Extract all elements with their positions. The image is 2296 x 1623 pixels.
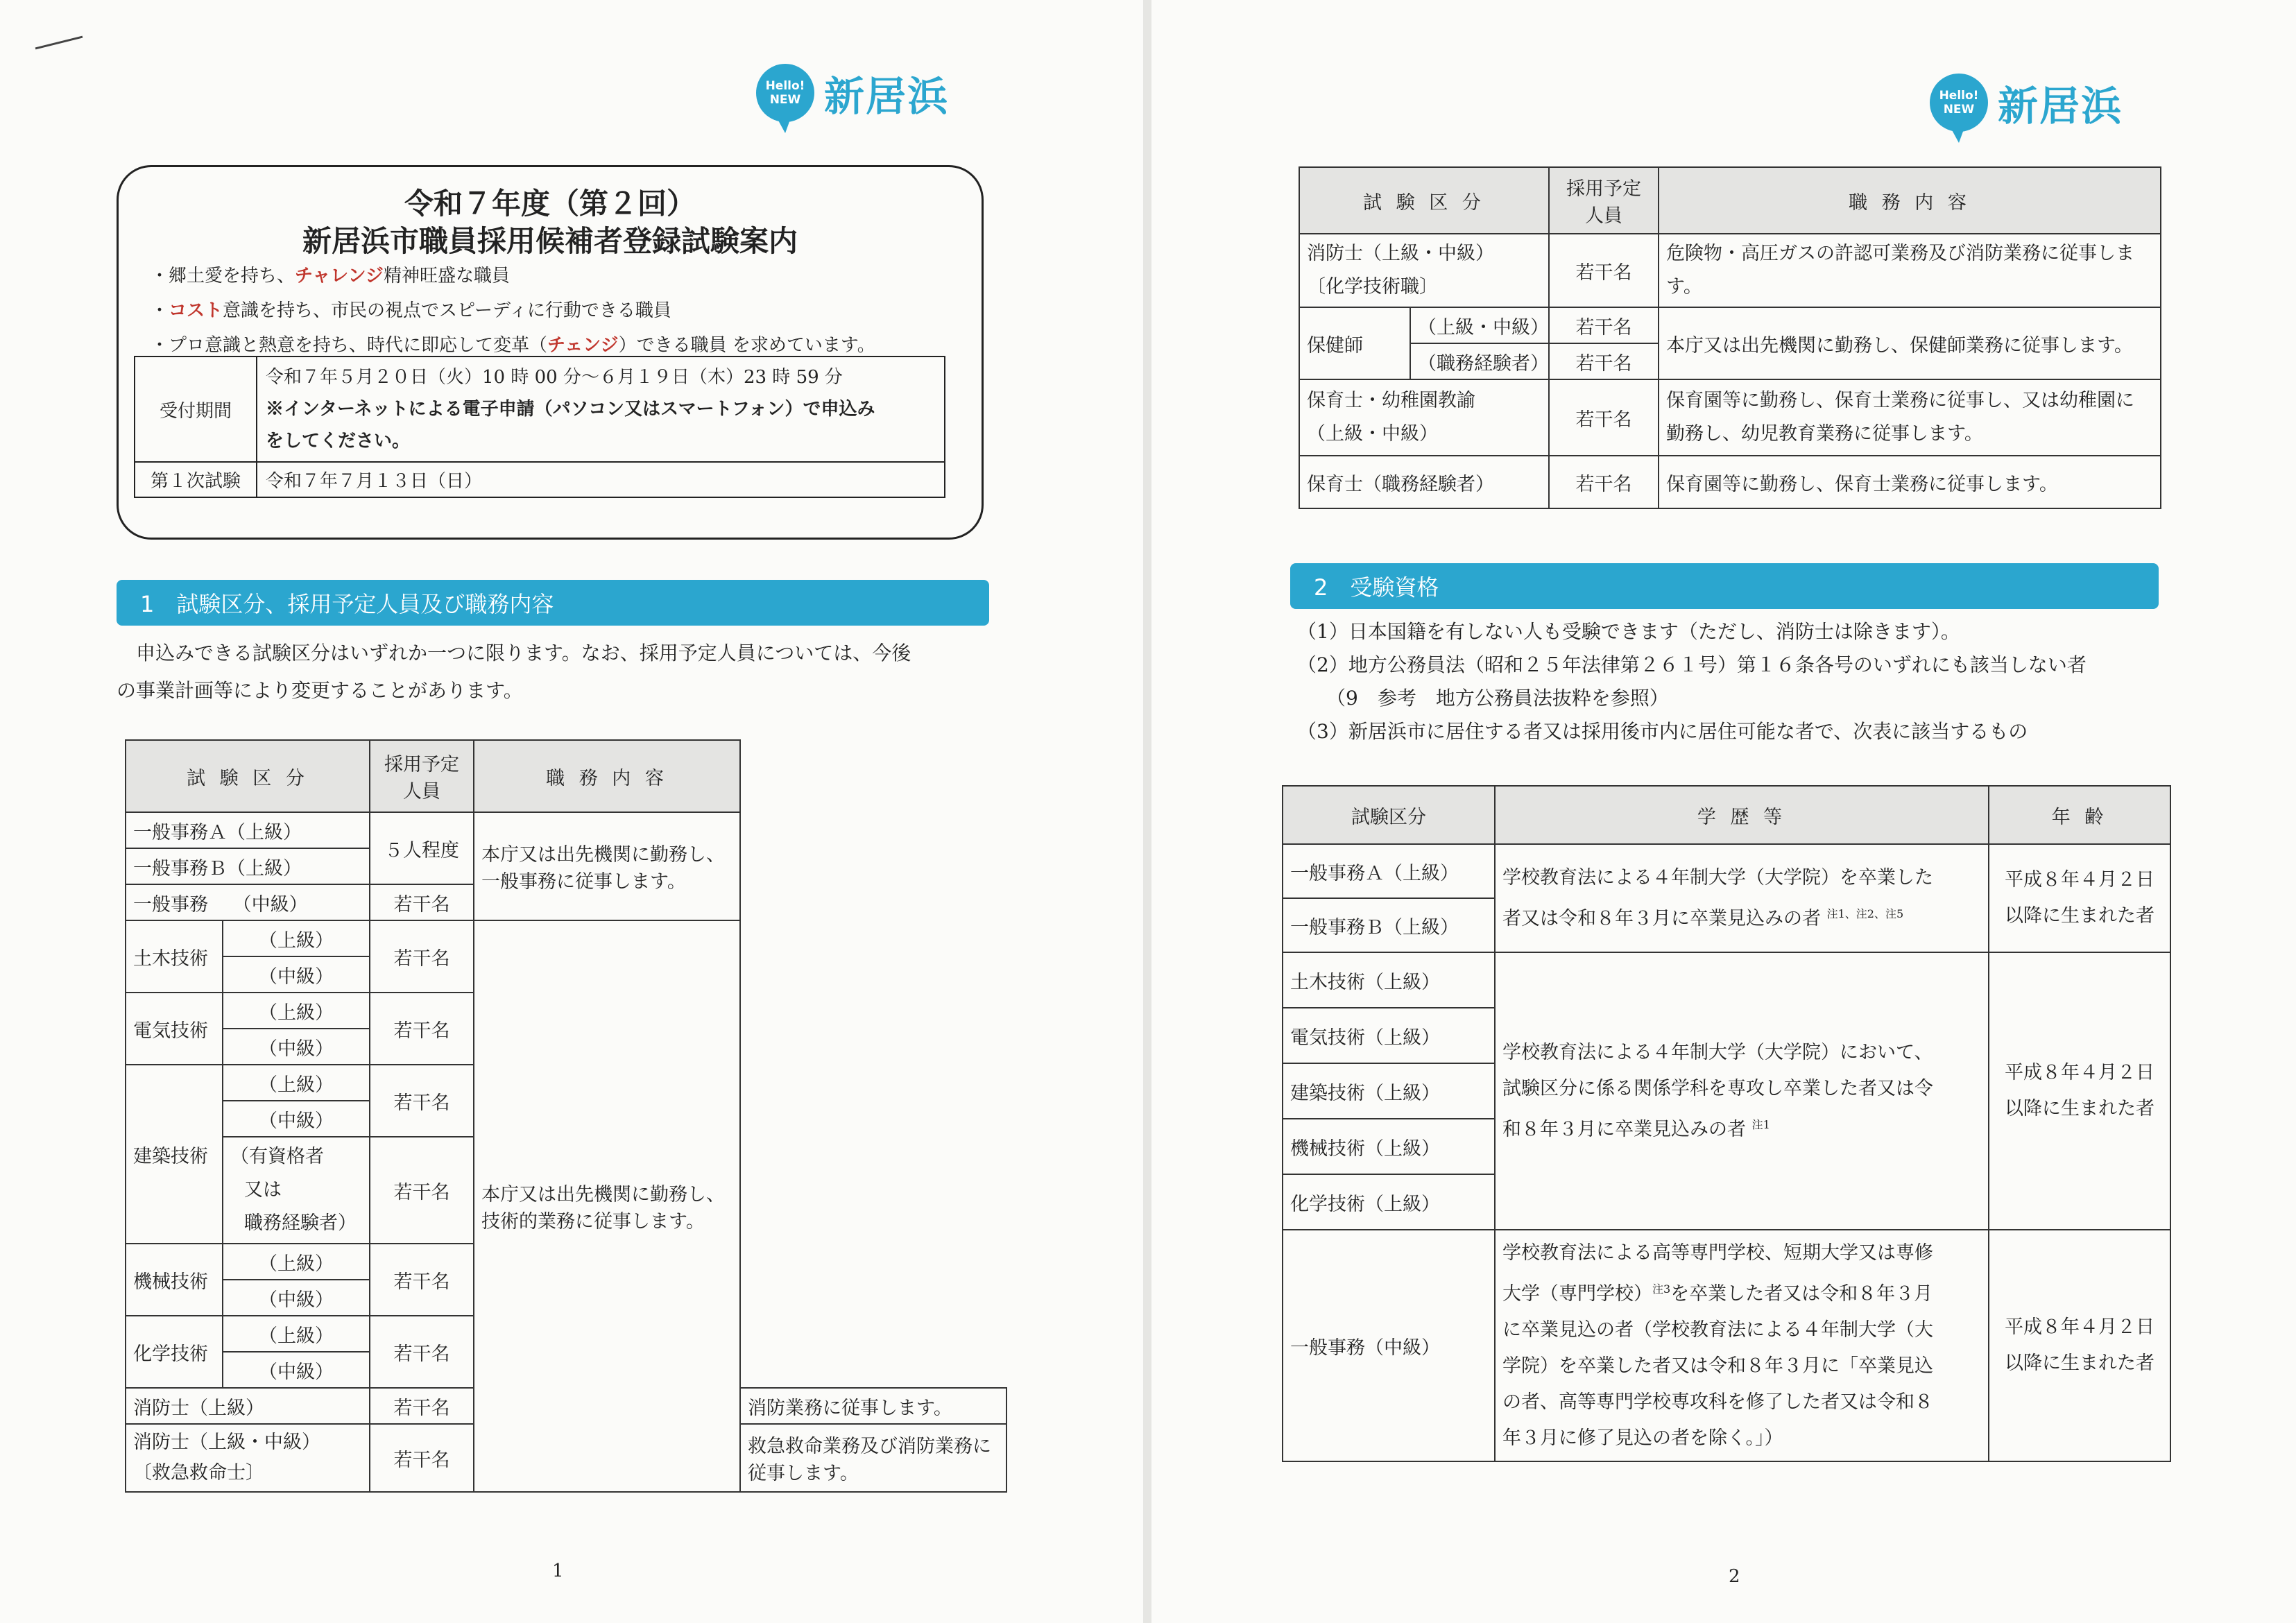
table-row: 土木技術 （上級） 若干名 本庁又は出先機関に勤務し、技術的業務に従事します。 [126,920,1006,956]
th-category: 試 験 区 分 [126,740,370,812]
table-row: 消防士（上級・中級） 〔救急救命士〕 若干名 救急救命業務及び消防業務に従事します。 [126,1424,1006,1492]
th-education: 学 歴 等 [1495,786,1989,844]
page-number-left: 1 [552,1561,564,1581]
section-1-para-line1: 申込みできる試験区分はいずれか一つに限ります。なお、採用予定人員については、今後 [136,642,911,664]
logo-name: 新居浜 [824,73,950,120]
reception-period: 令和７年５月２０日（火）10 時 00 分～６月１９日（木）23 時 59 分 ※インターネットによる電子申請（パソコン又はスマートフォン）で申込み をしてください。 [257,357,945,462]
table-row: （有資格者 又は 職務経験者） 若干名 [126,1137,1006,1244]
hello-new-bubble-icon: Hello! NEW [1930,74,1988,132]
reception-label: 受付期間 [135,357,257,462]
table-row: 保育士（職務経験者） 若干名 保育園等に勤務し、保育士業務に従事します。 [1299,456,2161,508]
th-age: 年 齢 [1989,786,2170,844]
table-row: 電気技術 （上級） 若干名 [126,993,1006,1029]
exam-label: 第１次試験 [135,462,257,497]
table-row: 土木技術（上級） 学校教育法による４年制大学（大学院）において、 試験区分に係る関係学科を専攻し卒業した者又は令 和８年３月に卒業見込みの者 $^{注1}$ 平成８年４月２日 以降に生まれた者 [1283,952,2170,1008]
notice-box [117,165,984,540]
section-1-heading: 1 試験区分、採用予定人員及び職務内容 [117,580,989,626]
page-1 [0,0,1145,1623]
section-1-para-line2: の事業計画等により変更することがあります。 [117,679,523,702]
eligibility-line4: （3）新居浜市に居住する者又は採用後市内に居住可能な者で、次表に該当するもの [1297,720,2028,743]
table-row: 一般事務Ｂ（上級） [1283,898,2170,952]
table-row: 保育士・幼稚園教諭 （上級・中級） 若干名 保育園等に勤務し、保育士業務に従事し、又は幼稚園に 勤務し、幼児教育業務に従事します。 [1299,379,2161,456]
table-row: 消防士（上級） 若干名 消防業務に従事します。 [126,1388,1006,1424]
table-row: 一般事務 （中級） 若干名 [126,884,1006,920]
positions-table: 試 験 区 分 採用予定 人員 職 務 内 容 一般事務Ａ（上級） ５人程度 本庁又は出先機関に勤務し、一般事務に従事します。 一般事務Ｂ（上級） 一般事務 （中級） 若干名 土木技術 （上級） 若干名 本庁又は出先機関に勤務し、技術的業務に従事します。 （中級） 電気技術 （上級） 若干名 （中級） 建築技術 （上級） 若干名 （中級） （有資格者 又は 職務経験者） 若干名 機械技術 （上級） 若干名 （中級） 化学技術 （上級） 若干名 （中級） 消防士（上級） 若干名 消防業務に従事します。 消防士（上級・中級） 〔救急救命士〕 若干名 救急救命業務及び消防業務に従事します。 [125,739,1007,1493]
schedule-table [134,356,945,498]
eligibility-line3: （9 参考 地方公務員法抜粋を参照） [1297,687,1669,710]
bullet-cost: ・コスト意識を持ち、市民の視点でスピーディに行動できる職員 [151,300,671,321]
section-2-heading: 2 受験資格 [1290,563,2159,609]
th-duty: 職 務 内 容 [1659,167,2161,234]
page-2 [1151,0,2296,1623]
table-row: 一般事務（中級） 学校教育法による高等専門学校、短期大学又は専修 大学（専門学校）$^{注3}$を卒業した者又は令和８年３月 に卒業見込の者（学校教育法による４年制大学（大 学院）を卒業した者又は令和８年３月に「卒業見込 の者、高等専門学校専攻科を修了した者又は令和８ 年３月に修了見込の者を除く。」） 平成８年４月２日 以降に生まれた者 [1283,1230,2170,1461]
table-row: 建築技術 （上級） 若干名 [126,1065,1006,1101]
table-row: 一般事務Ａ（上級） 学校教育法による４年制大学（大学院）を卒業した 者又は令和８年３月に卒業見込みの者 $^{注1、注2、注5}$ 平成８年４月２日 以降に生まれた者 [1283,844,2170,898]
city-logo [1930,74,2123,132]
page-number-right: 2 [1729,1566,1740,1587]
th-category: 試 験 区 分 [1299,167,1549,234]
city-logo [756,64,949,122]
notice-title-year: 令和７年度（第２回） [404,187,696,221]
table-row: 消防士（上級・中級） 〔化学技術職〕 若干名 危険物・高圧ガスの許認可業務及び消防業務に従事しま す。 [1299,234,2161,307]
table-row: 化学技術 （上級） 若干名 [126,1316,1006,1352]
table-row: 一般事務Ｂ（上級） [126,848,1006,884]
exam-date: 令和７年７月１３日（日） [257,462,945,497]
th-count: 採用予定 人員 [1549,167,1659,234]
bullet-change: ・プロ意識と熱意を持ち、時代に即応して変革（チェンジ）できる職員 を求めています。 [151,335,875,356]
table-row: 保健師 （上級・中級） 若干名 本庁又は出先機関に勤務し、保健師業務に従事します。 [1299,307,2161,343]
logo-name: 新居浜 [1998,83,2123,130]
th-duty: 職 務 内 容 [474,740,740,812]
notice-title-main: 新居浜市職員採用候補者登録試験案内 [302,224,798,258]
th-count: 採用予定 人員 [370,740,474,812]
pencil-mark [35,36,83,50]
th-exam-category: 試験区分 [1283,786,1495,844]
eligibility-line2: （2）地方公務員法（昭和２５年法律第２６１号）第１６条各号のいずれにも該当しない者 [1297,653,2087,676]
eligibility-table: 試験区分 学 歴 等 年 齢 一般事務Ａ（上級） 学校教育法による４年制大学（大学院）を卒業した 者又は令和８年３月に卒業見込みの者 $^{注1、注2、注5}$ 平成８年４月２日 以降に生まれた者 一般事務Ｂ（上級） 土木技術（上級） 学校教育法による４年制大学（大学院）において、 試験区分に係る関係学科を専攻し卒業した者又は令 和８年３月に卒業見込みの者 $^{注1}$ 平成８年４月２日 以降に生まれた者 電気技術（上級） 建築技術（上級） 機械技術（上級） 化学技術（上級） 一般事務（中級） 学校教育法による高等専門学校、短期大学又は専修 大学（専門学校）$^{注3}$を卒業した者又は令和８年３月 に卒業見込の者（学校教育法による４年制大学（大 学院）を卒業した者又は令和８年３月に「卒業見込 の者、高等専門学校専攻科を修了した者又は令和８ 年３月に修了見込の者を除く。」） 平成８年４月２日 以降に生まれた者 [1282,785,2171,1462]
table-row: 一般事務Ａ（上級） ５人程度 本庁又は出先機関に勤務し、一般事務に従事します。 [126,812,1006,848]
positions-table-continued: 試 験 区 分 採用予定 人員 職 務 内 容 消防士（上級・中級） 〔化学技術職〕 若干名 危険物・高圧ガスの許認可業務及び消防業務に従事しま す。 保健師 （上級・中級） 若干名 本庁又は出先機関に勤務し、保健師業務に従事します。 （職務経験者） 若干名 保育士・幼稚園教諭 （上級・中級） 若干名 保育園等に勤務し、保育士業務に従事し、又は幼稚園に 勤務し、幼児教育業務に従事します。 保育士（職務経験者） 若干名 保育園等に勤務し、保育士業務に従事します。 [1299,166,2161,509]
table-row: 機械技術 （上級） 若干名 [126,1244,1006,1280]
eligibility-line1: （1）日本国籍を有しない人も受験できます（ただし、消防士は除きます）。 [1297,620,1960,643]
bullet-challenge: ・郷土愛を持ち、チャレンジ精神旺盛な職員 [151,266,510,286]
hello-new-bubble-icon: Hello! NEW [756,64,814,122]
